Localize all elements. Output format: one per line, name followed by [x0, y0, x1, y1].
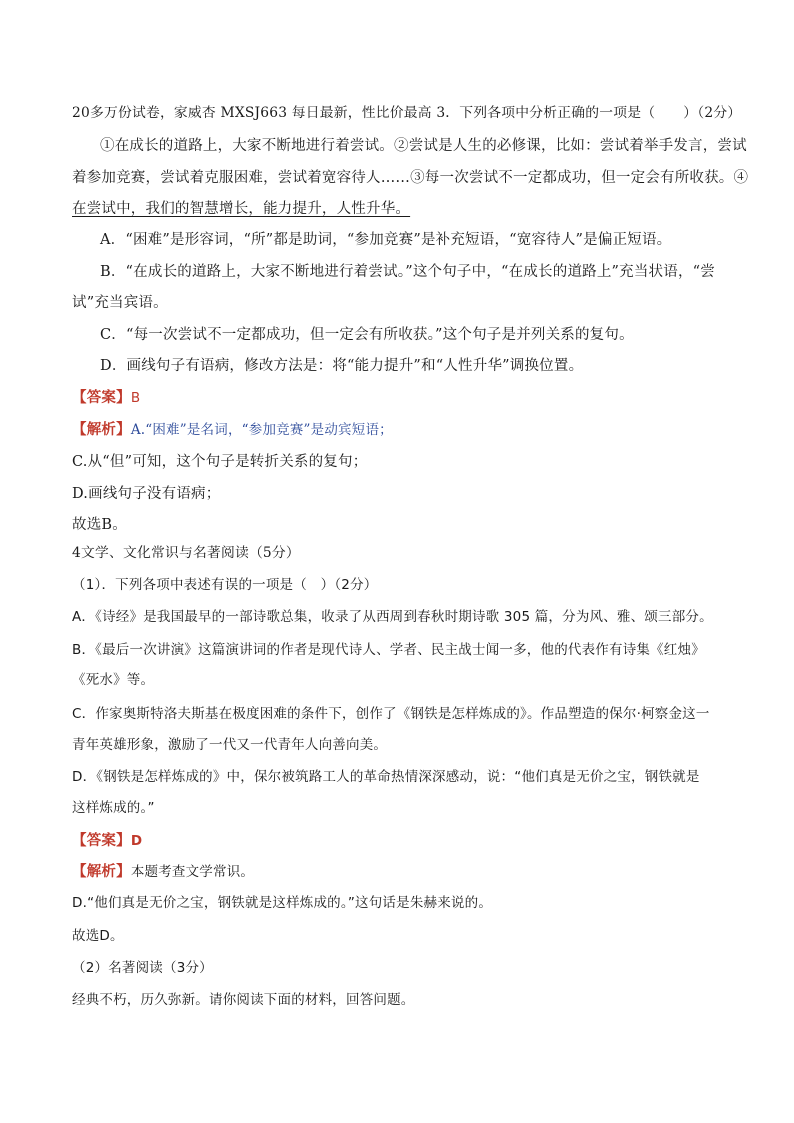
- analysis-text: A.“困难”是名词，“参加竞赛”是动宾短语；: [130, 422, 393, 438]
- question-4-header: 4文学、文化常识与名著阅读（5分）: [72, 545, 300, 561]
- passage-underlined-sentence: 在尝试中，我们的智慧增长，能力提升，人性升华。: [72, 201, 411, 217]
- q4-option-c-line-1: C．作家奥斯特洛夫斯基在极度困难的条件下，创作了《钢铁是怎样炼成的》。作品塑造的保尔·柯察金这一: [72, 706, 710, 722]
- passage-line-2: 着参加竞赛，尝试着克服困难，尝试着宽容待人……③每一次尝试不一定都成功，但一定会有所收获。④: [72, 170, 749, 186]
- q4-option-a: A．《诗经》是我国最早的一部诗歌总集，收录了从西周到春秋时期诗歌 305 篇，分为风、雅、颂三部分。: [72, 609, 713, 625]
- option-a: A．“困难”是形容词，“所”都是助词，“参加竞赛”是补充短语，“宽容待人”是偏正短语。: [100, 232, 672, 248]
- q4-option-c-line-2: 青年英雄形象，激励了一代又一代青年人向善向美。: [72, 737, 388, 753]
- q4-analysis-line-2: D.“他们真是无价之宝，钢铁就是这样炼成的。”这句话是朱赫来说的。: [72, 895, 493, 911]
- analysis-line-2: C.从“但”可知，这个句子是转折关系的复句；: [72, 454, 368, 470]
- analysis-tag: 【解析】: [72, 863, 131, 880]
- answer-tag: 【答案】: [72, 832, 131, 849]
- q4-analysis-line: [72, 862, 254, 882]
- option-c: C．“每一次尝试不一定都成功，但一定会有所收获。”这个句子是并列关系的复句。: [100, 327, 634, 343]
- q4-option-b-line-2: 《死水》等。: [72, 672, 155, 688]
- q4-option-d-line-1: D．《钢铁是怎样炼成的》中，保尔被筑路工人的革命热情深深感动，说：“他们真是无价之宝，钢铁就是: [72, 769, 700, 785]
- analysis-text: 本题考查文学常识。: [130, 864, 255, 880]
- option-d: D．画线句子有语病，修改方法是：将“能力提升”和“人性升华”调换位置。: [100, 358, 584, 374]
- answer-line: [72, 388, 140, 408]
- conclusion: 故选B。: [72, 517, 127, 533]
- sub-question-1-header: （1）．下列各项中表述有误的一项是（ ）（2分）: [72, 577, 378, 593]
- passage-line-1: ①在成长的道路上，大家不断地进行着尝试。②尝试是人生的必修课，比如：尝试着举手发言，尝试: [100, 138, 747, 154]
- q4-option-d-line-2: 这样炼成的。”: [72, 800, 155, 816]
- answer-value: B: [130, 390, 141, 406]
- sub-question-2-header: （2）名著阅读（3分）: [72, 960, 213, 976]
- option-b-line-1: B．“在成长的道路上，大家不断地进行着尝试。”这个句子中，“在成长的道路上”充当状语，“尝: [100, 264, 715, 280]
- sub-question-2-intro: 经典不朽，历久弥新。请你阅读下面的材料，回答问题。: [72, 992, 415, 1008]
- option-b-line-2: 试”充当宾语。: [72, 295, 168, 311]
- answer-tag: 【答案】: [72, 389, 131, 406]
- answer-value: D: [130, 833, 143, 849]
- analysis-tag: 【解析】: [72, 421, 131, 438]
- question-3-header: 20多万份试卷，家威杏 MXSJ663 每日最新，性比价最高 3．下列各项中分析正确的一项是（ ）（2分）: [72, 105, 742, 121]
- q4-option-b-line-1: B．《最后一次讲演》这篇演讲词的作者是现代诗人、学者、民主战士闻一多，他的代表作有诗集《红烛》: [72, 642, 705, 658]
- q4-conclusion: 故选D。: [72, 928, 124, 944]
- q4-answer-line: [72, 831, 142, 851]
- analysis-line: [72, 420, 393, 440]
- analysis-line-3: D.画线句子没有语病；: [72, 486, 221, 502]
